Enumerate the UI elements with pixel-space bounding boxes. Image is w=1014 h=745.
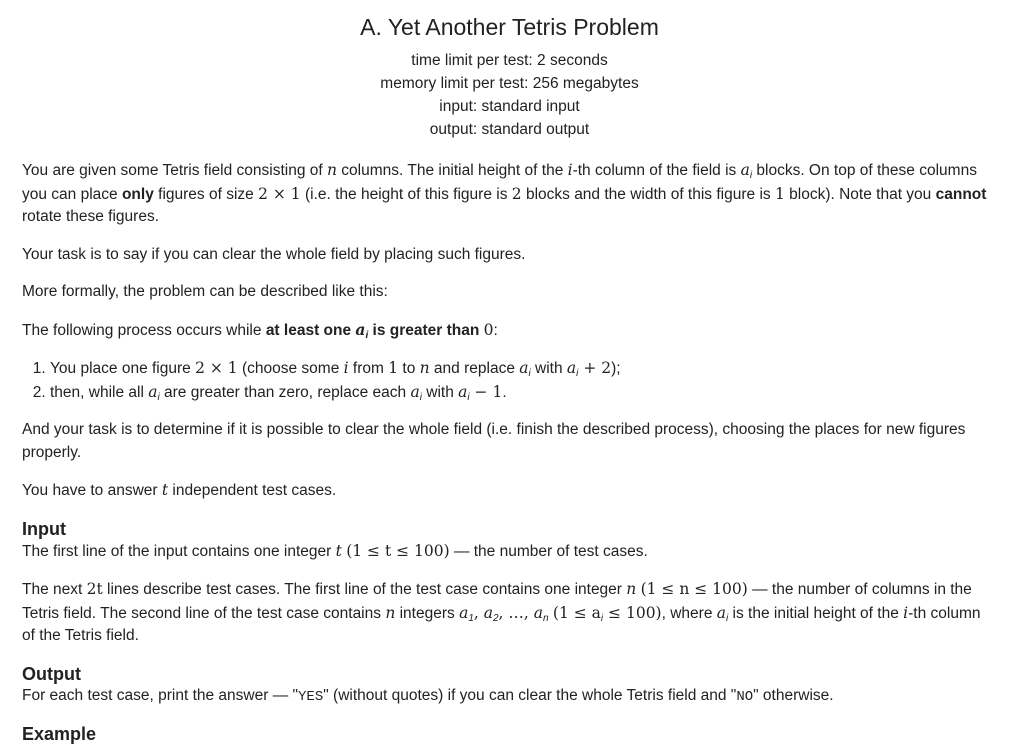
- output-file: output: standard output: [429, 121, 590, 138]
- input-paragraph-2: The next 2t lines describe test cases. The first line of the test case contains one integer n (1 ≤ n ≤ 100) — the number of columns in the Tetris field. The second line of the test case contains n integers $a_1$, $a_2$, …, $a_n$ $(1 \le a_i \le 100)$, where $a_i$ is the initial height of the i-th column of the Tetris field.: [22, 580, 981, 644]
- output-paragraph-1: For each test case, print the answer — "YES" (without quotes) if you can clear the whole Tetris field and "NO" otherwise.: [22, 686, 834, 705]
- output-section: [22, 663, 997, 709]
- statement-paragraph-3: More formally, the problem can be described like this:: [22, 283, 388, 300]
- problem-title: A. Yet Another Tetris Problem: [360, 14, 659, 40]
- statement-paragraph-2: Your task is to say if you can clear the whole field by placing such figures.: [22, 245, 526, 263]
- example-section-title: Example: [22, 724, 97, 744]
- statement-paragraph-1: You are given some Tetris field consisting of n columns. The initial height of the i-th column of the field is $a_i$ blocks. On top of these columns you can place only figures of size 2 × 1 (i.e. the height of this figure is 2 blocks and the width of this figure is 1 block). Note that you cannot rotate these figures.: [22, 161, 987, 225]
- input-file: input: standard input: [439, 98, 580, 115]
- statement-paragraph-4: The following process occurs while at least one $a_i$ is greater than 0:: [22, 319, 498, 341]
- example-section: [22, 723, 997, 745]
- input-section-title: Input: [22, 518, 66, 539]
- memory-limit: memory limit per test: 256 megabytes: [380, 75, 639, 92]
- problem-header: [22, 12, 997, 141]
- statement-paragraph-6: You have to answer t independent test cases.: [22, 481, 337, 499]
- input-section: [22, 518, 997, 648]
- process-step-2: 2. then, while all $a_i$ are greater than zero, replace each $a_i$ with $a_i - 1$.: [50, 381, 997, 405]
- process-step-1: 1. You place one figure 2 × 1 (choose some i from 1 to n and replace $a_i$ with $a_i + 2$);: [50, 357, 997, 381]
- statement-paragraph-5: And your task is to determine if it is possible to clear the whole field (i.e. finish the described process), choosing the places for new figures properly.: [22, 421, 966, 461]
- input-paragraph-1: The first line of the input contains one integer t (1 ≤ t ≤ 100) — the number of test cases.: [22, 541, 648, 560]
- problem-page: [22, 12, 997, 745]
- output-section-title: Output: [22, 663, 81, 684]
- time-limit: time limit per test: 2 seconds: [411, 52, 608, 69]
- process-steps-list: [22, 357, 997, 404]
